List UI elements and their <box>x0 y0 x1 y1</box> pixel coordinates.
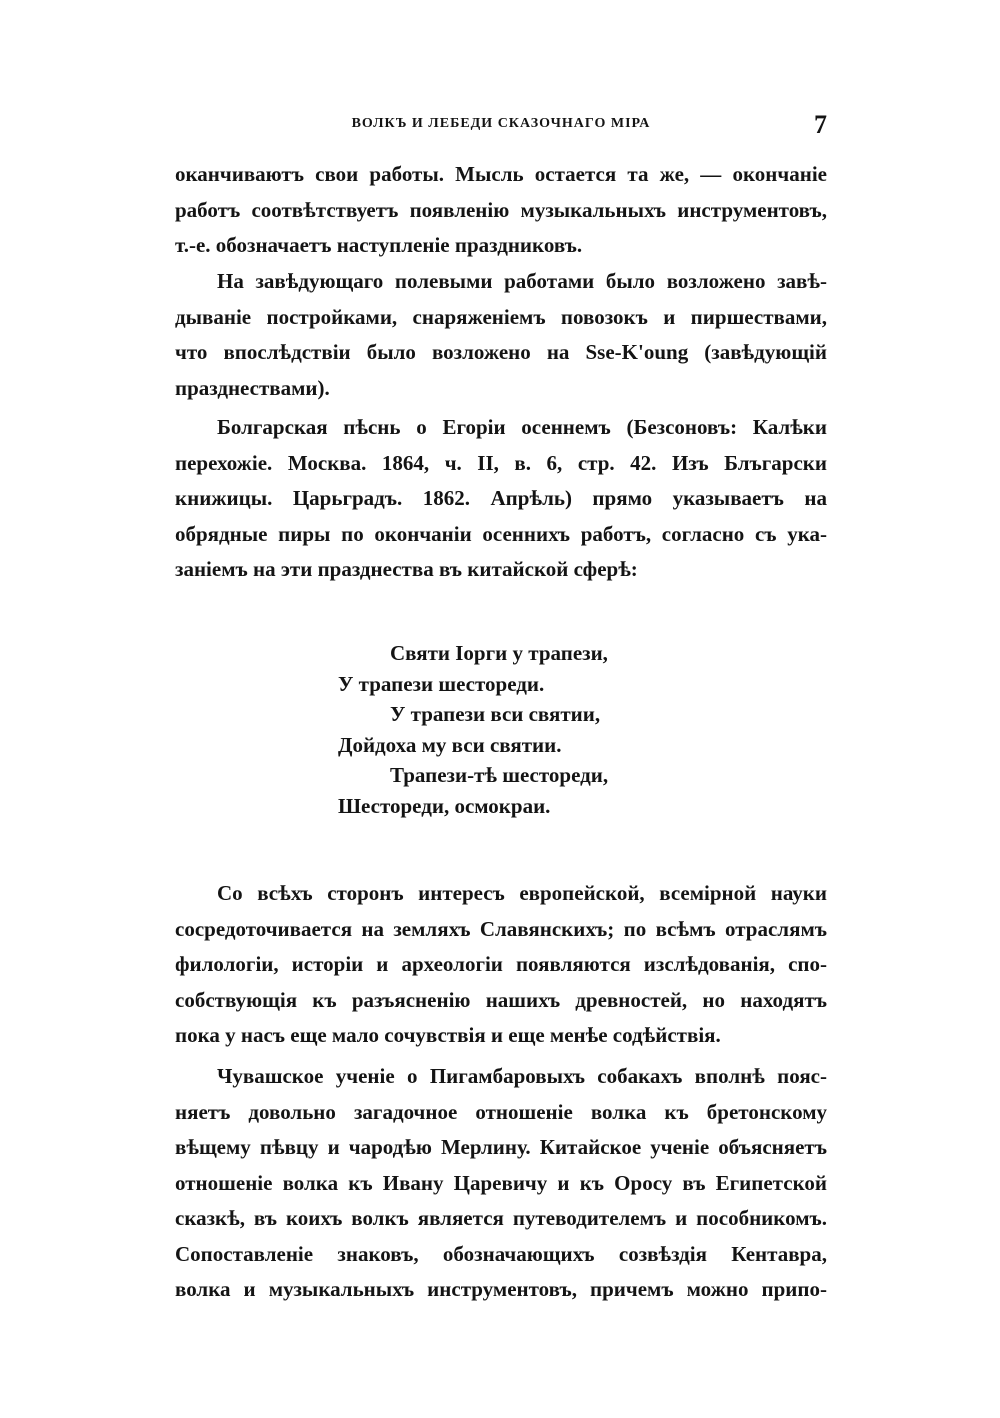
verse-line: Шестореди, осмокраи. <box>338 793 551 818</box>
text-line: заніемъ на эти празднества въ китайской сферѣ: <box>175 557 638 581</box>
running-header <box>175 112 827 142</box>
text-line: Болгарская пѣснь о Егоріи осеннемъ (Безсоновъ: Калѣки <box>217 415 827 439</box>
paragraph-4 <box>175 876 827 1054</box>
text-line: вѣщему пѣвцу и чародѣю Мерлину. Китайское ученіе объясняетъ <box>175 1135 827 1159</box>
text-line: книжицы. Царьградъ. 1862. Апрѣль) прямо указываетъ на <box>175 486 827 510</box>
verse-block <box>338 638 668 821</box>
paragraph-5 <box>175 1059 827 1308</box>
text-line: сосредоточивается на земляхъ Славянскихъ; по всѣмъ отраслямъ <box>175 916 827 941</box>
text-line: Со всѣхъ сторонъ интересъ европейской, всемірной науки <box>217 881 827 905</box>
text-line: т.-е. обозначаетъ наступленіе праздниковъ. <box>175 233 583 257</box>
paragraph-1 <box>175 157 827 264</box>
verse-line: У трапези шестореди. <box>338 671 545 696</box>
text-line: перехожіе. Москва. 1864, ч. II, в. 6, стр. 42. Изъ Блъгарски <box>175 450 827 475</box>
paragraph-3 <box>175 410 827 588</box>
page-number: 7 <box>814 110 827 139</box>
verse-line: Дойдоха му вси святии. <box>338 732 562 757</box>
paragraph-2 <box>175 264 827 406</box>
text-line: пока у насъ еще мало сочувствія и еще менѣе содѣйствія. <box>175 1023 721 1047</box>
text-line: няетъ довольно загадочное отношеніе волка къ бретонскому <box>175 1099 827 1124</box>
text-line: оканчиваютъ свои работы. Мысль остается та же, — окончаніе <box>175 162 827 186</box>
text-line: Сопоставленіе знаковъ, обозначающихъ созвѣздія Кентавра, <box>175 1241 827 1266</box>
verse-line: Святи Іорги у трапези, <box>390 641 608 665</box>
verse-line: У трапези вси святии, <box>390 702 601 726</box>
text-line: сказкѣ, въ коихъ волкъ является путеводителемъ и пособникомъ. <box>175 1206 827 1230</box>
text-line: Чувашское ученіе о Пигамбаровыхъ собакахъ вполнѣ пояс- <box>217 1064 827 1088</box>
text-line: обрядные пиры по окончаніи осеннихъ работъ, согласно съ ука- <box>175 521 827 546</box>
text-line: работъ соотвѣтствуетъ появленію музыкальныхъ инструментовъ, <box>175 197 827 222</box>
text-line: празднествами). <box>175 375 330 400</box>
text-line: На завѣдующаго полевыми работами было возложено завѣ- <box>217 269 827 293</box>
running-title: ВОЛКЪ И ЛЕБЕДИ СКАЗОЧНАГО МІРА <box>351 116 651 131</box>
verse-line: Трапези-тѣ шестореди, <box>390 763 609 787</box>
text-line: филологіи, исторіи и археологіи появляются изслѣдованія, спо- <box>175 952 827 976</box>
text-line: что впослѣдствіи было возложено на Sse-K'oung (завѣдующій <box>175 340 827 364</box>
text-line: волка и музыкальныхъ инструментовъ, причемъ можно припо- <box>175 1277 827 1301</box>
text-line: дываніе постройками, снаряженіемъ повозокъ и пиршествами, <box>175 304 827 329</box>
text-line: отношеніе волка къ Ивану Царевичу и къ Оросу въ Египетской <box>175 1170 827 1195</box>
text-line: собствующія къ разъясненію нашихъ древностей, но находятъ <box>175 987 827 1012</box>
